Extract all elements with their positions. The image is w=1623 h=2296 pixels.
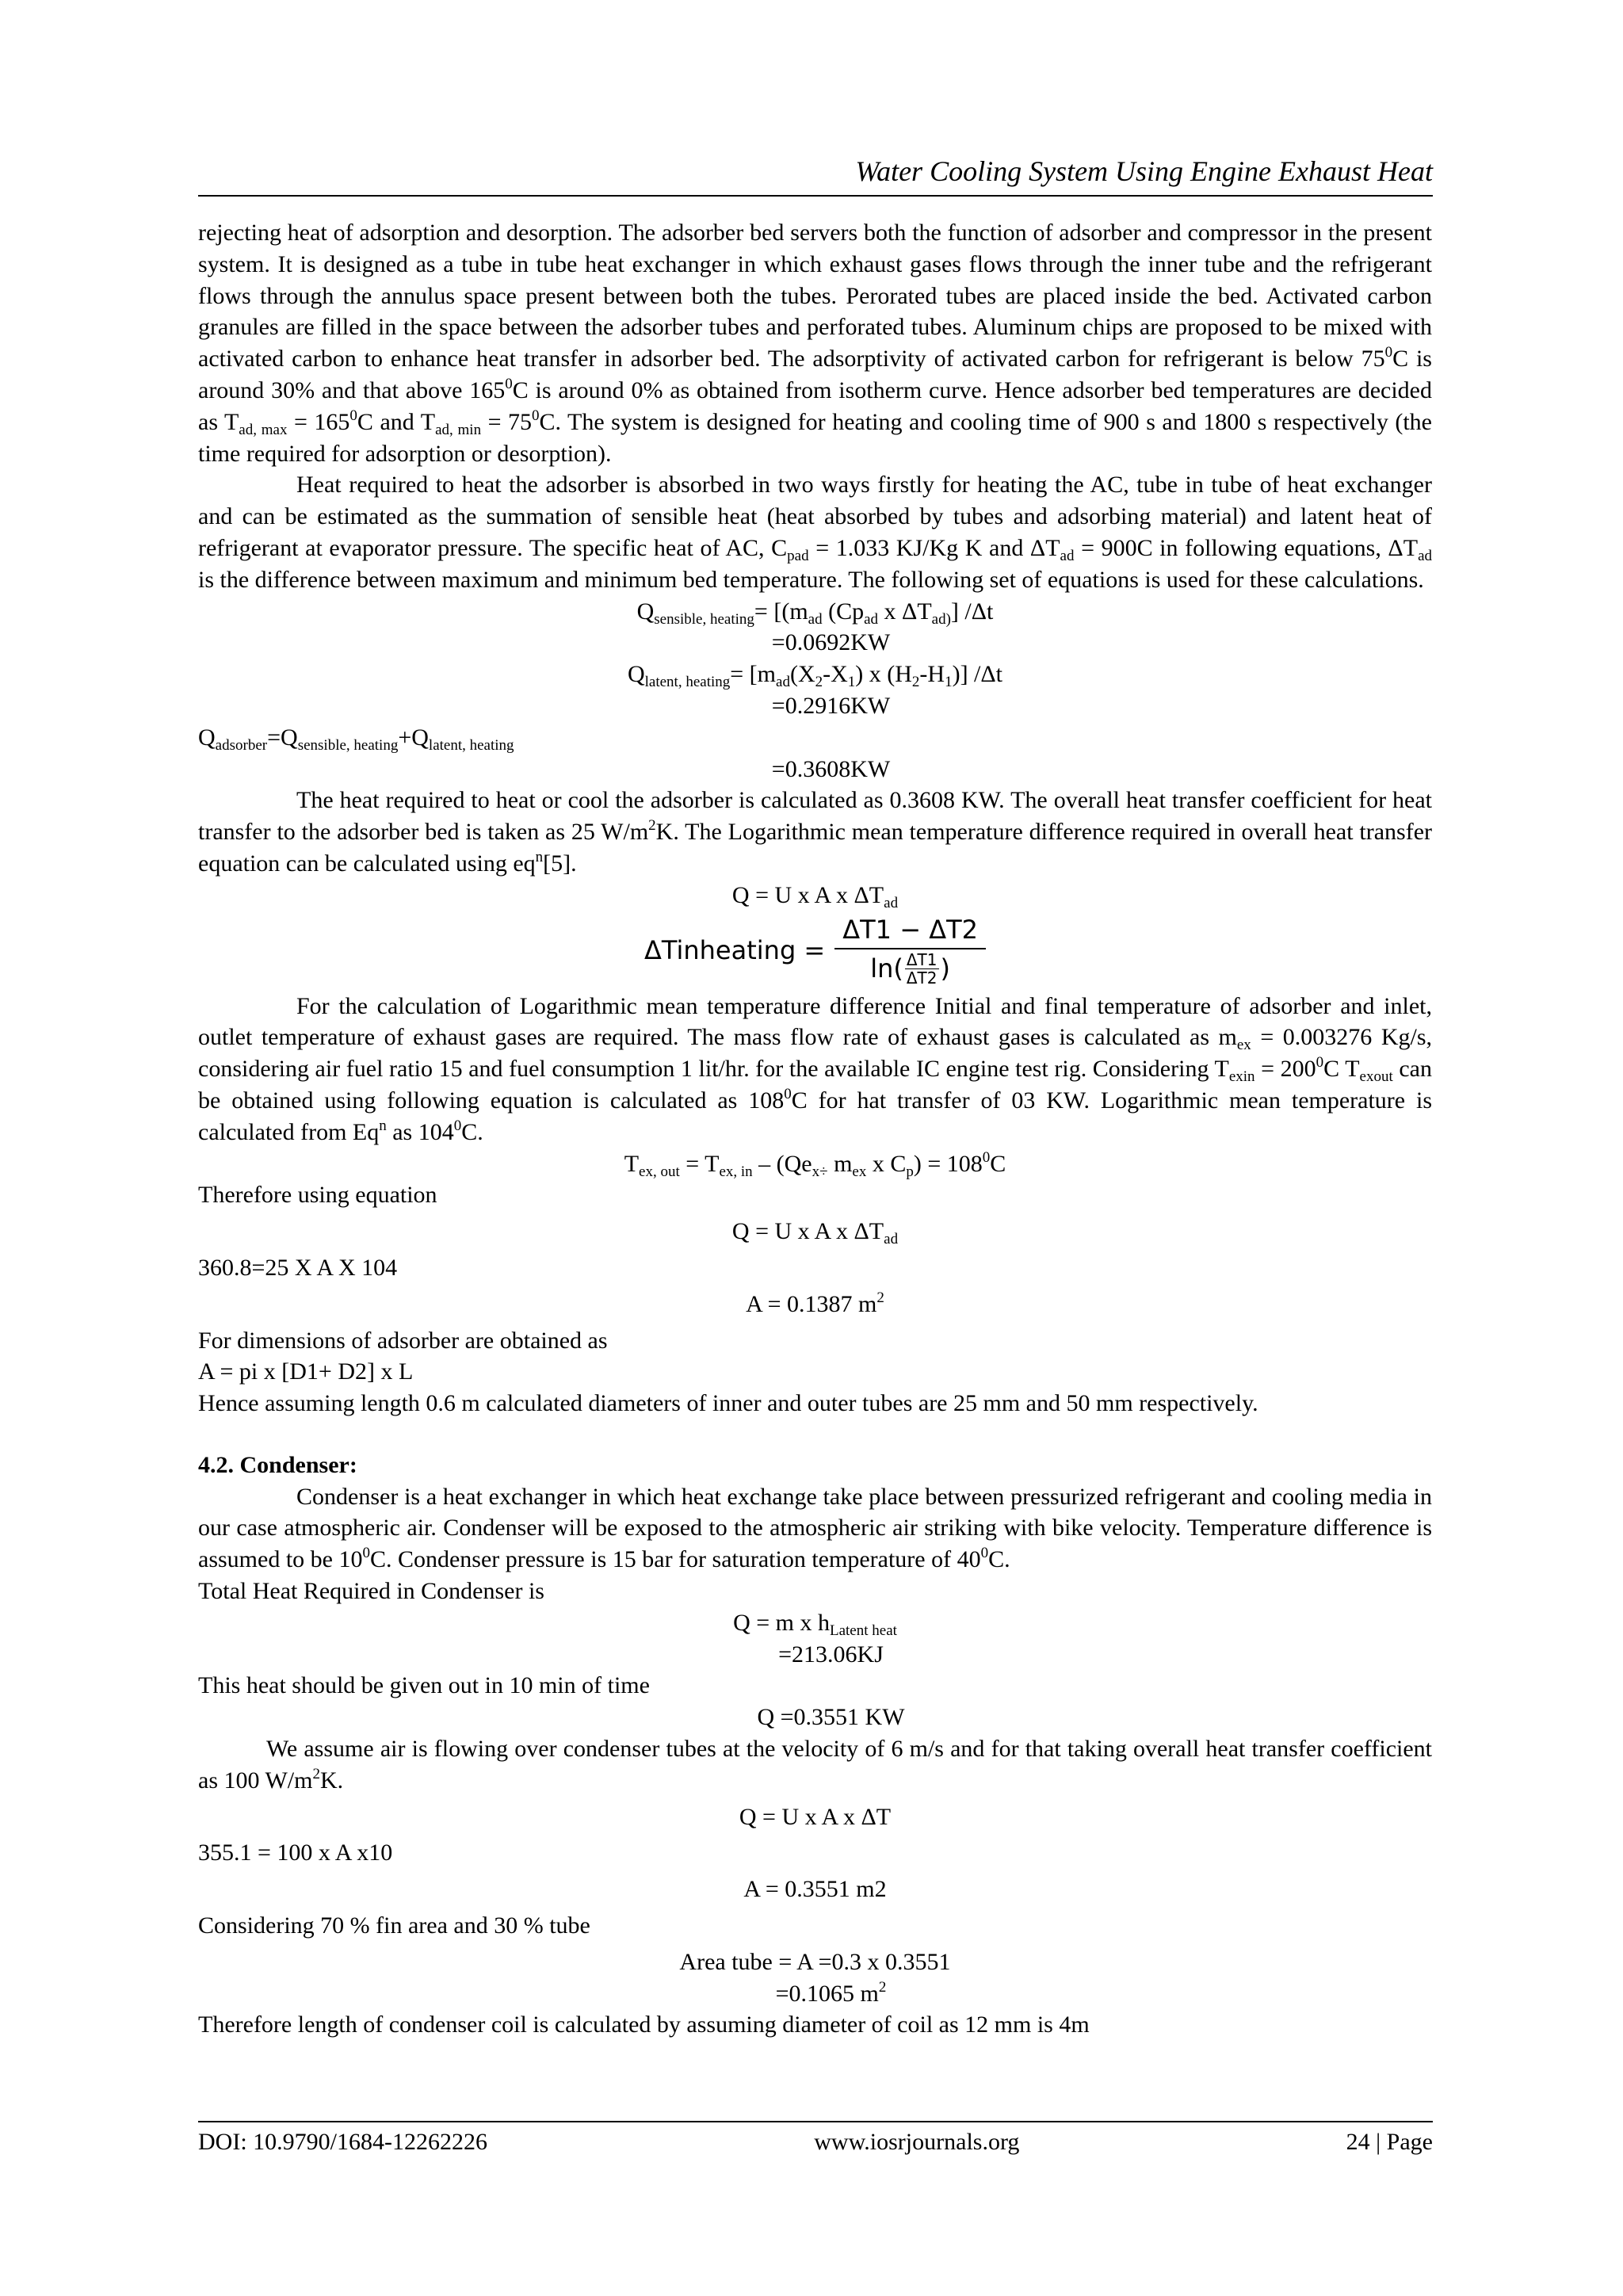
paragraph-heat-required: Heat required to heat the adsorber is absorbed in two ways firstly for heating the AC, tube in tube of heat exchanger and can be estimated as the summation of sensible heat (heat absorbed by tubes and adsorbing material) and latent heat of refrigerant at evaporator pressure. The specific heat of AC, $C_{pad} = 1.033$ KJ/Kg K and $\Delta T_{ad} = 900C$ in following equations, $\Delta T_{ad}$ is the difference between maximum and minimum bed temperature. The following set of equations is used for these calculations.	[198, 472, 1432, 593]
text-total-heat: Total Heat Required in Condenser is	[198, 1578, 544, 1605]
text-diameters: Hence assuming length 0.6 m calculated diameters of inner and outer tubes are 25 mm and 50 mm respectively.	[198, 1390, 1258, 1417]
paragraph-air-velocity: We assume air is flowing over condenser tubes at the velocity of 6 m/s and for that taking overall heat transfer coefficient as 100 $W/m^2K$.	[198, 1736, 1432, 1794]
text-coil-length: Therefore length of condenser coil is calculated by assuming diameter of coil as 12 mm is 4m	[198, 2011, 1090, 2038]
equation-area-condenser: A = 0.3551 m2	[743, 1876, 887, 1903]
equation-area-tube: Area tube = A =0.3 x 0.3551	[679, 1948, 951, 1975]
lmtd-fraction	[834, 915, 986, 987]
paragraph-lmtd-calculation: For the calculation of Logarithmic mean temperature difference Initial and final temperature of adsorber and inlet, outlet temperature of exhaust gases are required. The mass flow rate of exhaust gases is calculated as $m_{ex} = 0.003276$ Kg/s, considering air fuel ratio 15 and fuel consumption 1 lit/hr. for the available IC engine test rig. Considering $T_{exin} = 200^0C$ $T_{exout}$ can be obtained using following equation is calculated as $108^0C$ for hat transfer of 03 KW. Logarithmic mean temperature is calculated from Eq$^n$ as $104^0C$.	[198, 992, 1433, 1145]
paragraph-adsorber-bed: rejecting heat of adsorption and desorption. The adsorber bed servers both the function of adsorber and compressor in the present system. It is designed as a tube in tube heat exchanger in which exhaust gases flows through the inner tube and the refrigerant flows through the annulus space present between both the tubes. Perorated tubes are placed inside the bed. Activated carbon granules are filled in the space between the adsorber tubes and perforated tubes. Aluminum chips are proposed to be mixed with activated carbon to enhance heat transfer in adsorber bed. The adsorptivity of activated carbon for refrigerant is below $75^0C$ is around 30% and that above $165^0C$ is around 0% as obtained from isotherm curve. Hence adsorber bed temperatures are decided as $T_{ad, max} = 165^0C$ and $T_{ad, min} = 75^0C$. The system is designed for heating and cooling time of 900 s and 1800 s respectively (the time required for adsorption or desorption).	[198, 220, 1433, 467]
running-header: Water Cooling System Using Engine Exhaust Heat	[198, 152, 1433, 197]
text-fin-area: Considering 70 % fin area and 30 % tube	[198, 1912, 590, 1939]
page-footer	[198, 2121, 1433, 2156]
equation-q-sensible: $Q_{sensible, heating}= [(m_{ad}$ ($Cp_{ad}$ x $\Delta T_{ad)}$] /Δt	[636, 598, 994, 628]
equation-q-latent: $Q_{latent, heating}= [m_{ad}(X_2-X_1)$ x $(H_2-H_1)$] /Δt	[627, 661, 1003, 691]
footer-url: www.iosrjournals.org	[814, 2129, 1020, 2155]
equation-lmtd	[198, 911, 1432, 991]
lmtd-inner-fraction: ΔT1 ΔT2	[906, 949, 938, 988]
equation-q-latent-result: =0.2916KW	[771, 692, 891, 719]
equation-q-adsorber: $Q_{adsorber}=Q_{sensible, heating}+Q_{latent, heating}$	[198, 724, 514, 754]
footer-doi: DOI: 10.9790/1684-12262226	[198, 2129, 487, 2155]
equation-q-kw: Q =0.3551 KW	[757, 1704, 905, 1731]
equation-area-pi: A = pi x [D1+ D2] x L	[198, 1358, 414, 1385]
paragraph-condenser: Condenser is a heat exchanger in which heat exchange take place between pressurized refrigerant and cooling media in our case atmospheric air. Condenser will be exposed to the atmospheric air striking with bike velocity. Temperature difference is assumed to be $10^0C$. Condenser pressure is 15 bar for saturation temperature of $40^0C$.	[198, 1483, 1432, 1573]
lmtd-numerator: ΔT1 − ΔT2	[834, 915, 986, 949]
text-substitution-condenser: 355.1 = 100 x A x10	[198, 1839, 393, 1866]
equation-q-uat: Q = U x A x $\Delta T_{ad}$	[731, 1218, 899, 1248]
text-therefore-using-equation: Therefore using equation	[198, 1182, 437, 1209]
section-heading-condenser: 4.2. Condenser:	[198, 1451, 357, 1478]
footer-page-number: 24 | Page	[1346, 2129, 1433, 2155]
equation-exhaust-out-temperature: $T_{ex, out} = T_{ex, in} - (Qe_{x\div}$ $m_{ex}$ x $C_p) = 108^0C$	[624, 1148, 1006, 1180]
equation-q-latent-heat-result: =213.06KJ	[778, 1641, 884, 1668]
equation-q-latent-heat: Q = m x $h_{Latent heat}$	[733, 1609, 897, 1639]
equation-area-adsorber: A = 0.1387 $m^2$	[746, 1289, 884, 1317]
paragraph-heat-transfer-coefficient: The heat required to heat or cool the adsorber is calculated as 0.3608 KW. The overall heat transfer coefficient for heat transfer to the adsorber bed is taken as 25 $W/m^2K$. The Logarithmic mean temperature difference required in overall heat transfer equation can be calculated using $eq^n[5]$.	[198, 787, 1433, 877]
equation-q-uadt: Q = U x A x ΔT	[739, 1803, 892, 1830]
lmtd-denominator: ln⁡( ΔT1 ΔT2 )	[870, 949, 950, 988]
equation-overall-heat-transfer: Q = U x A x $\Delta T_{ad}$	[731, 881, 899, 911]
lmtd-lhs: ΔTinheating =	[644, 934, 826, 965]
text-heat-time: This heat should be given out in 10 min of time	[198, 1672, 650, 1699]
text-substitution: 360.8=25 X A X 104	[198, 1254, 398, 1281]
equation-area-tube-result: =0.1065 $m^2$	[775, 1978, 887, 2007]
article-body	[198, 217, 1432, 2041]
equation-q-sensible-result: =0.0692KW	[771, 629, 891, 656]
equation-q-adsorber-result: =0.3608KW	[771, 755, 891, 782]
text-dimensions: For dimensions of adsorber are obtained as	[198, 1327, 608, 1354]
